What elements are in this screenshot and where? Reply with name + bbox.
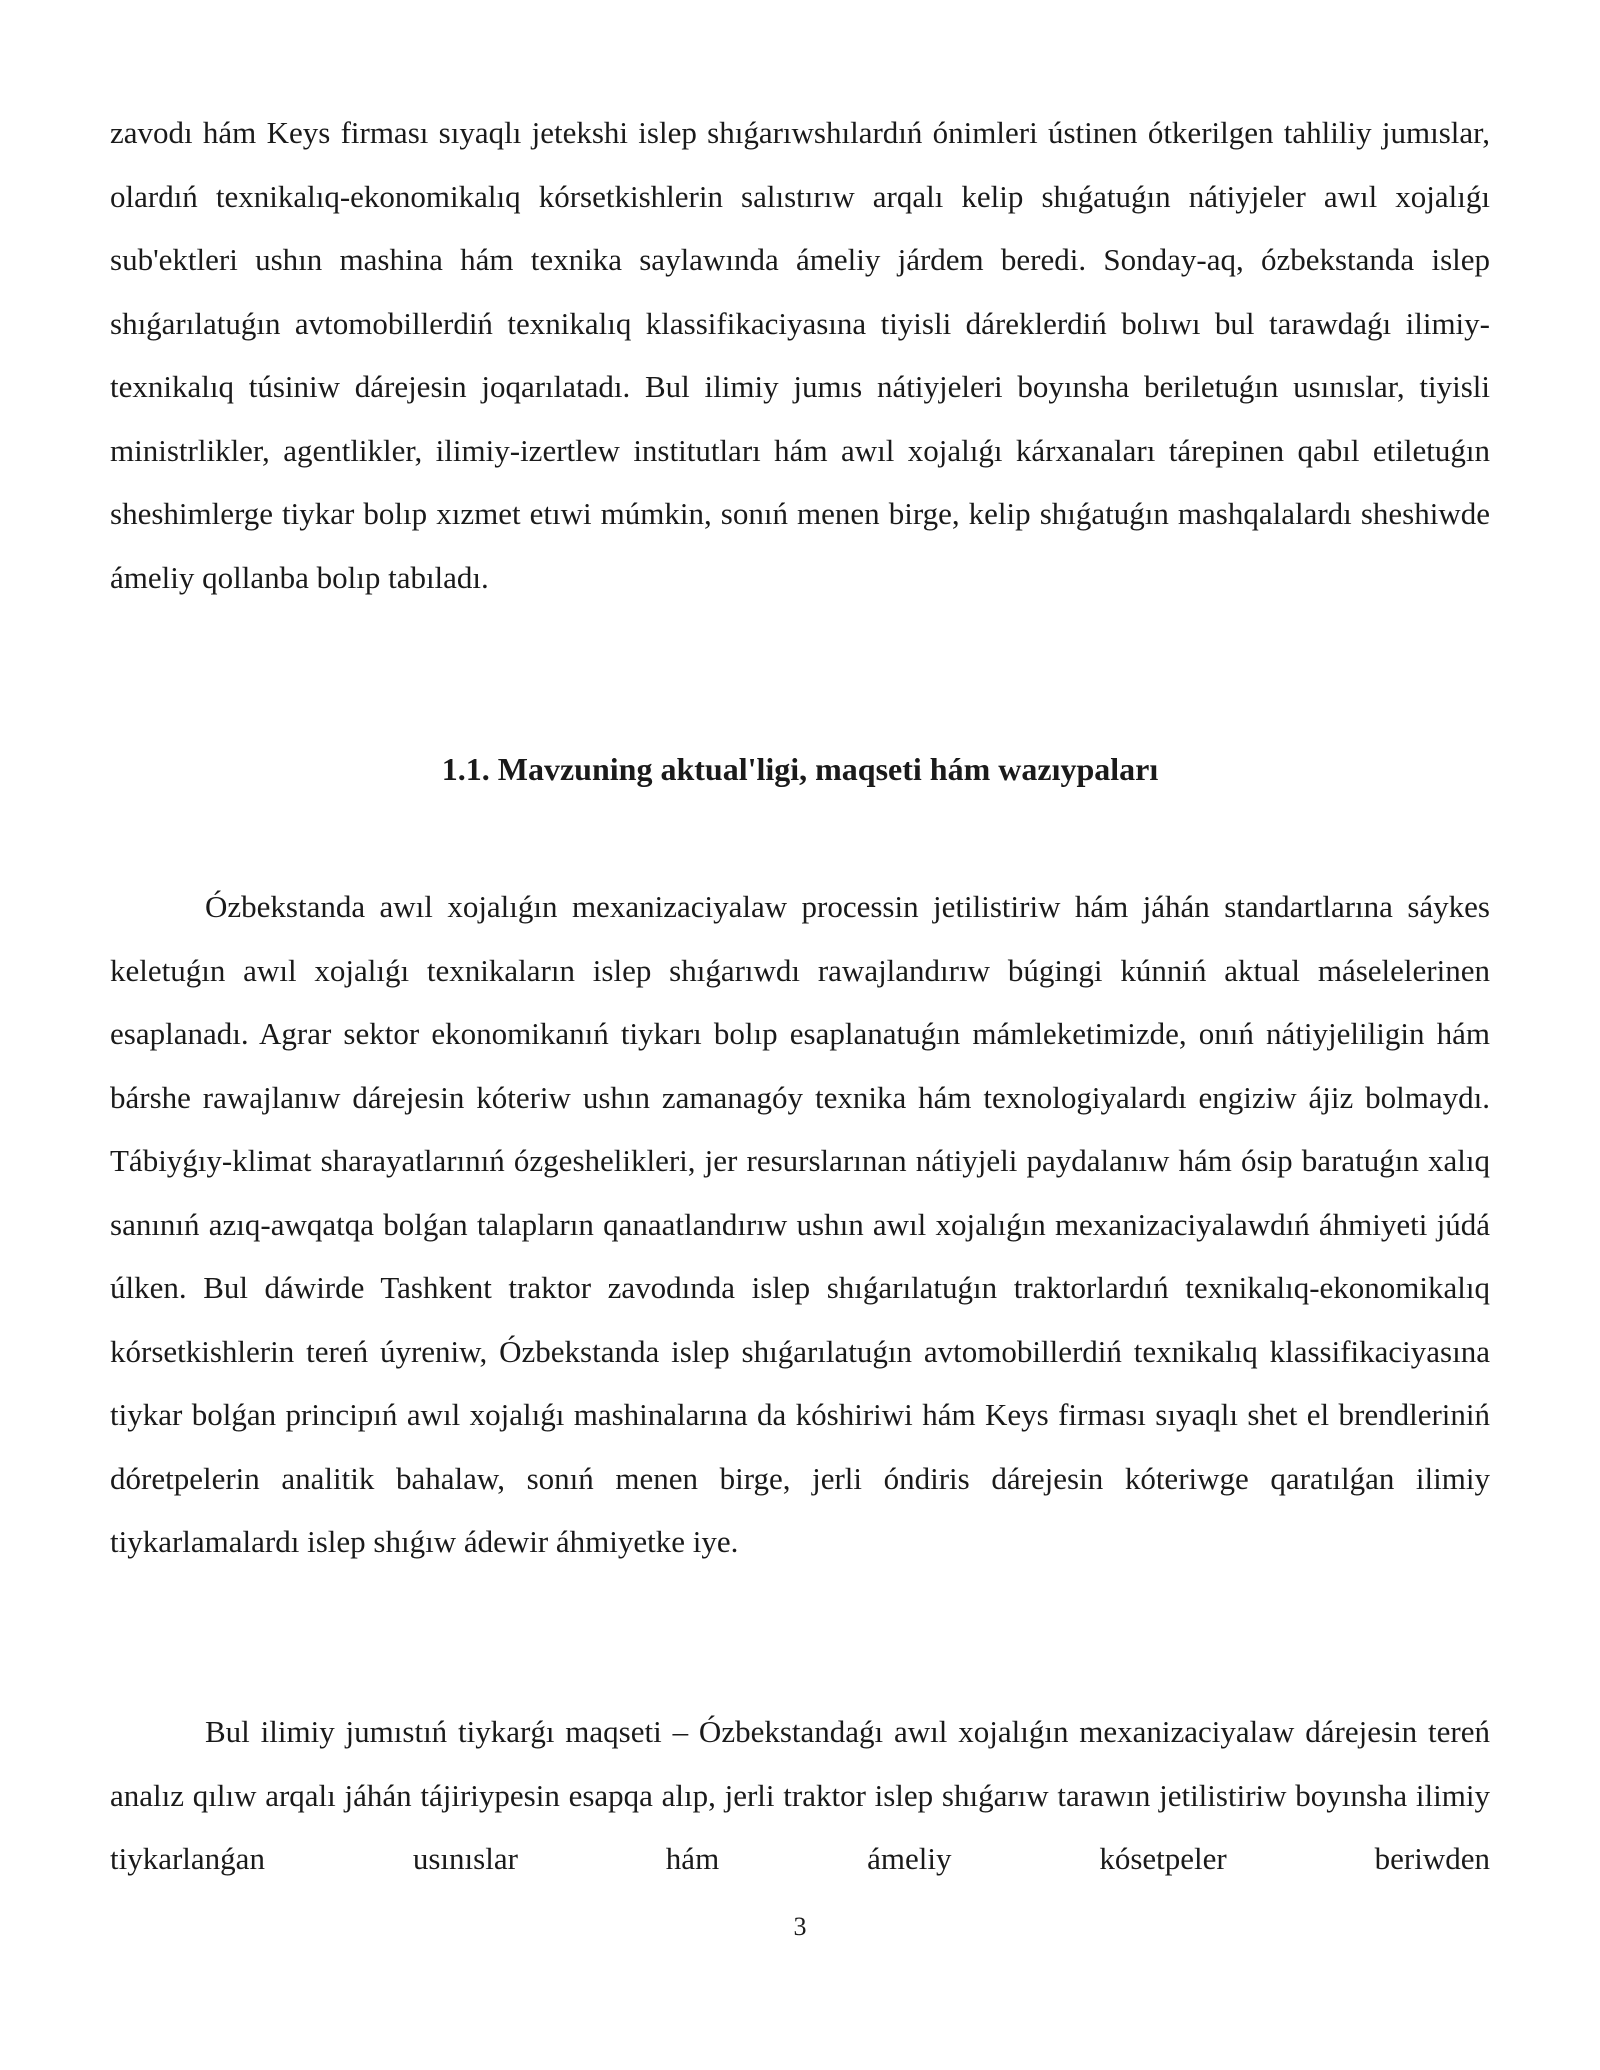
section-heading: 1.1. Mavzuning aktual'ligi, maqseti hám wazıypaları <box>441 751 1159 787</box>
paragraph-goal: Bul ilimiy jumıstıń tiykarǵı maqseti – Ózbekstandaǵı awıl xojalıǵın mexanizaciyalaw dárejesin tereń analız qılıw arqalı jáhán tájiriypesin esapqa alıp, jerli traktor islep shıǵarıw tarawın jetilistiriw boyınsha ilimiy tiykarlanǵan usınıslar hám ámeliy kósetpeler beriwden <box>110 1714 1490 1876</box>
paragraph-continuation: zavodı hám Keys firması sıyaqlı jetekshi islep shıǵarıwshılardıń ónimleri ústinen ótkerilgen tahliliy jumıslar, olardıń texnikalıq-ekonomikalıq kórsetkishlerin salıstırıw arqalı kelip shıǵatuǵın nátiyjeler awıl xojalıǵı sub'ektleri ushın mashina hám texnika saylawında ámeliy járdem beredi. Sonday-aq, ózbekstanda islep shıǵarılatuǵın avtomobillerdiń texnikalıq klassifikaciyasına tiyisli dáreklerdiń bolıwı bul tarawdaǵı ilimiy-texnikalıq túsiniw dárejesin joqarılatadı. Bul ilimiy jumıs nátiyjeleri boyınsha beriletuǵın usınıslar, tiyisli ministrlikler, agentlikler, ilimiy-izertlew institutları hám awıl xojalıǵı kárxanaları tárepinen qabıl etiletuǵın sheshimlerge tiykar bolıp xızmet etıwi múmkin, sonıń menen birge, kelip shıǵatuǵın mashqalalardı sheshiwde ámeliy qollanba bolıp tabıladı. <box>110 115 1490 595</box>
paragraph-relevance: Ózbekstanda awıl xojalıǵın mexanizaciyalaw processin jetilistiriw hám jáhán standartlarına sáykes keletuǵın awıl xojalıǵı texnikaların islep shıǵarıwdı rawajlandırıw búgingi kúnniń aktual máselelerinen esaplanadı. Agrar sektor ekonomikanıń tiykarı bolıp esaplanatuǵın mámleketimizde, onıń nátiyjeliligin hám bárshe rawajlanıw dárejesin kóteriw ushın zamanagóy texnika hám texnologiyalardı engiziw ájiz bolmaydı. Tábiyǵıy-klimat sharayatlarınıń ózgeshelikleri, jer resurslarınan nátiyjeli paydalanıw hám ósip baratuǵın xalıq sanınıń azıq-awqatqa bolǵan talapların qanaatlandırıw ushın awıl xojalıǵın mexanizaciyalawdıń áhmiyeti júdá úlken. Bul dáwirde Tashkent traktor zavodında islep shıǵarılatuǵın traktorlardıń texnikalıq-ekonomikalıq kórsetkishlerin tereń úyreniw, Ózbekstanda islep shıǵarılatuǵın avtomobillerdiń texnikalıq klassifikaciyasına tiykar bolǵan principıń awıl xojalıǵı mashinalarına da kóshiriwi hám Keys firması sıyaqlı shet el brendleriniń dóretpelerin analitik bahalaw, sonıń menen birge, jerli óndiris dárejesin kóteriwge qaratılǵan ilimiy tiykarlamalardı islep shıǵıw ádewir áhmiyetke iye. <box>110 889 1490 1559</box>
page-number: 3 <box>793 1912 807 1941</box>
